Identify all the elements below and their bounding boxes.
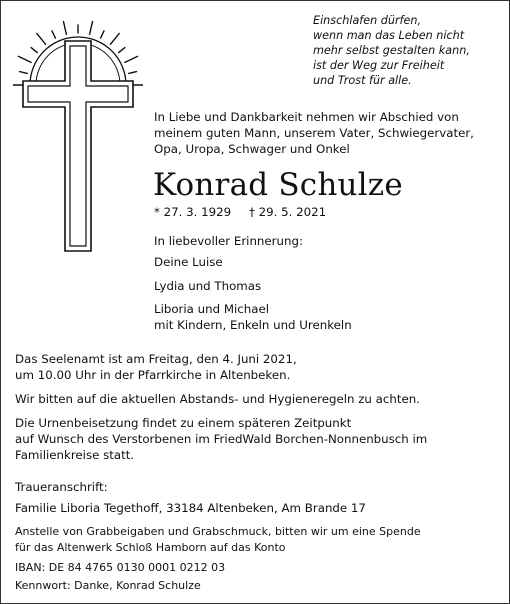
service-info — [15, 351, 297, 383]
mourning-address: Familie Liboria Tegethoff, 33184 Altenbeken, Am Brande 17 — [15, 501, 366, 515]
donation-keyword: Kennwort: Danke, Konrad Schulze — [15, 579, 201, 592]
donation-line: für das Altenwerk Schloß Hamborn auf das Konto — [15, 541, 286, 554]
mourner-wife: Deine Luise — [154, 255, 223, 269]
poem-line: ist der Weg zur Freiheit — [313, 59, 445, 72]
burial-line: Familienkreise statt. — [15, 448, 135, 462]
sun-ray — [90, 21, 93, 34]
sun-ray — [52, 31, 55, 38]
cross-with-sun-icon — [13, 21, 143, 256]
mourner-line: Liboria und Michael — [154, 302, 270, 316]
intro-line: In Liebe und Dankbarkeit nehmen wir Abschied von — [154, 110, 459, 124]
donation-info — [15, 524, 421, 556]
sun-ray — [37, 33, 46, 44]
death-date: † 29. 5. 2021 — [248, 205, 327, 219]
sun-ray — [110, 33, 119, 44]
deceased-name: Konrad Schulze — [153, 167, 403, 203]
sun-ray — [129, 72, 137, 74]
address-heading: Traueranschrift: — [15, 480, 108, 494]
memory-heading: In liebevoller Erinnerung: — [154, 234, 303, 248]
service-line: um 10.00 Uhr in der Pfarrkirche in Altenbeken. — [15, 368, 291, 382]
burial-line: Die Urnenbeisetzung findet zu einem späteren Zeitpunkt — [15, 416, 352, 430]
sun-ray — [125, 56, 138, 62]
intro-text — [154, 109, 474, 157]
sun-ray — [20, 72, 28, 74]
sun-ray — [101, 31, 104, 38]
poem-line: Einschlafen dürfen, — [313, 14, 422, 27]
service-line: Das Seelenamt ist am Freitag, den 4. Juni 2021, — [15, 352, 297, 366]
mourner-family — [154, 301, 352, 333]
poem-line: und Trost für alle. — [313, 74, 412, 87]
intro-line: meinem guten Mann, unserem Vater, Schwiegervater, — [154, 126, 474, 140]
poem-line: wenn man das Leben nicht — [313, 29, 465, 42]
birth-date: * 27. 3. 1929 — [154, 205, 232, 219]
poem — [313, 13, 470, 88]
burial-line: auf Wunsch des Verstorbenen im FriedWald Borchen-Nonnenbusch im — [15, 432, 428, 446]
sun-ray — [19, 56, 32, 62]
burial-info — [15, 415, 427, 463]
sun-ray — [63, 21, 66, 34]
iban: IBAN: DE 84 4765 0130 0001 0212 03 — [15, 561, 226, 574]
sun-ray — [119, 48, 125, 53]
life-dates — [154, 204, 340, 220]
sun-ray — [31, 48, 37, 53]
mourner-children: Lydia und Thomas — [154, 279, 262, 293]
hygiene-note: Wir bitten auf die aktuellen Abstands- und Hygieneregeln zu achten. — [15, 392, 420, 406]
mourner-line: mit Kindern, Enkeln und Urenkeln — [154, 318, 352, 332]
intro-line: Opa, Uropa, Schwager und Onkel — [154, 142, 350, 156]
poem-line: mehr selbst gestalten kann, — [313, 44, 470, 57]
donation-line: Anstelle von Grabbeigaben und Grabschmuck, bitten wir um eine Spende — [15, 525, 421, 538]
